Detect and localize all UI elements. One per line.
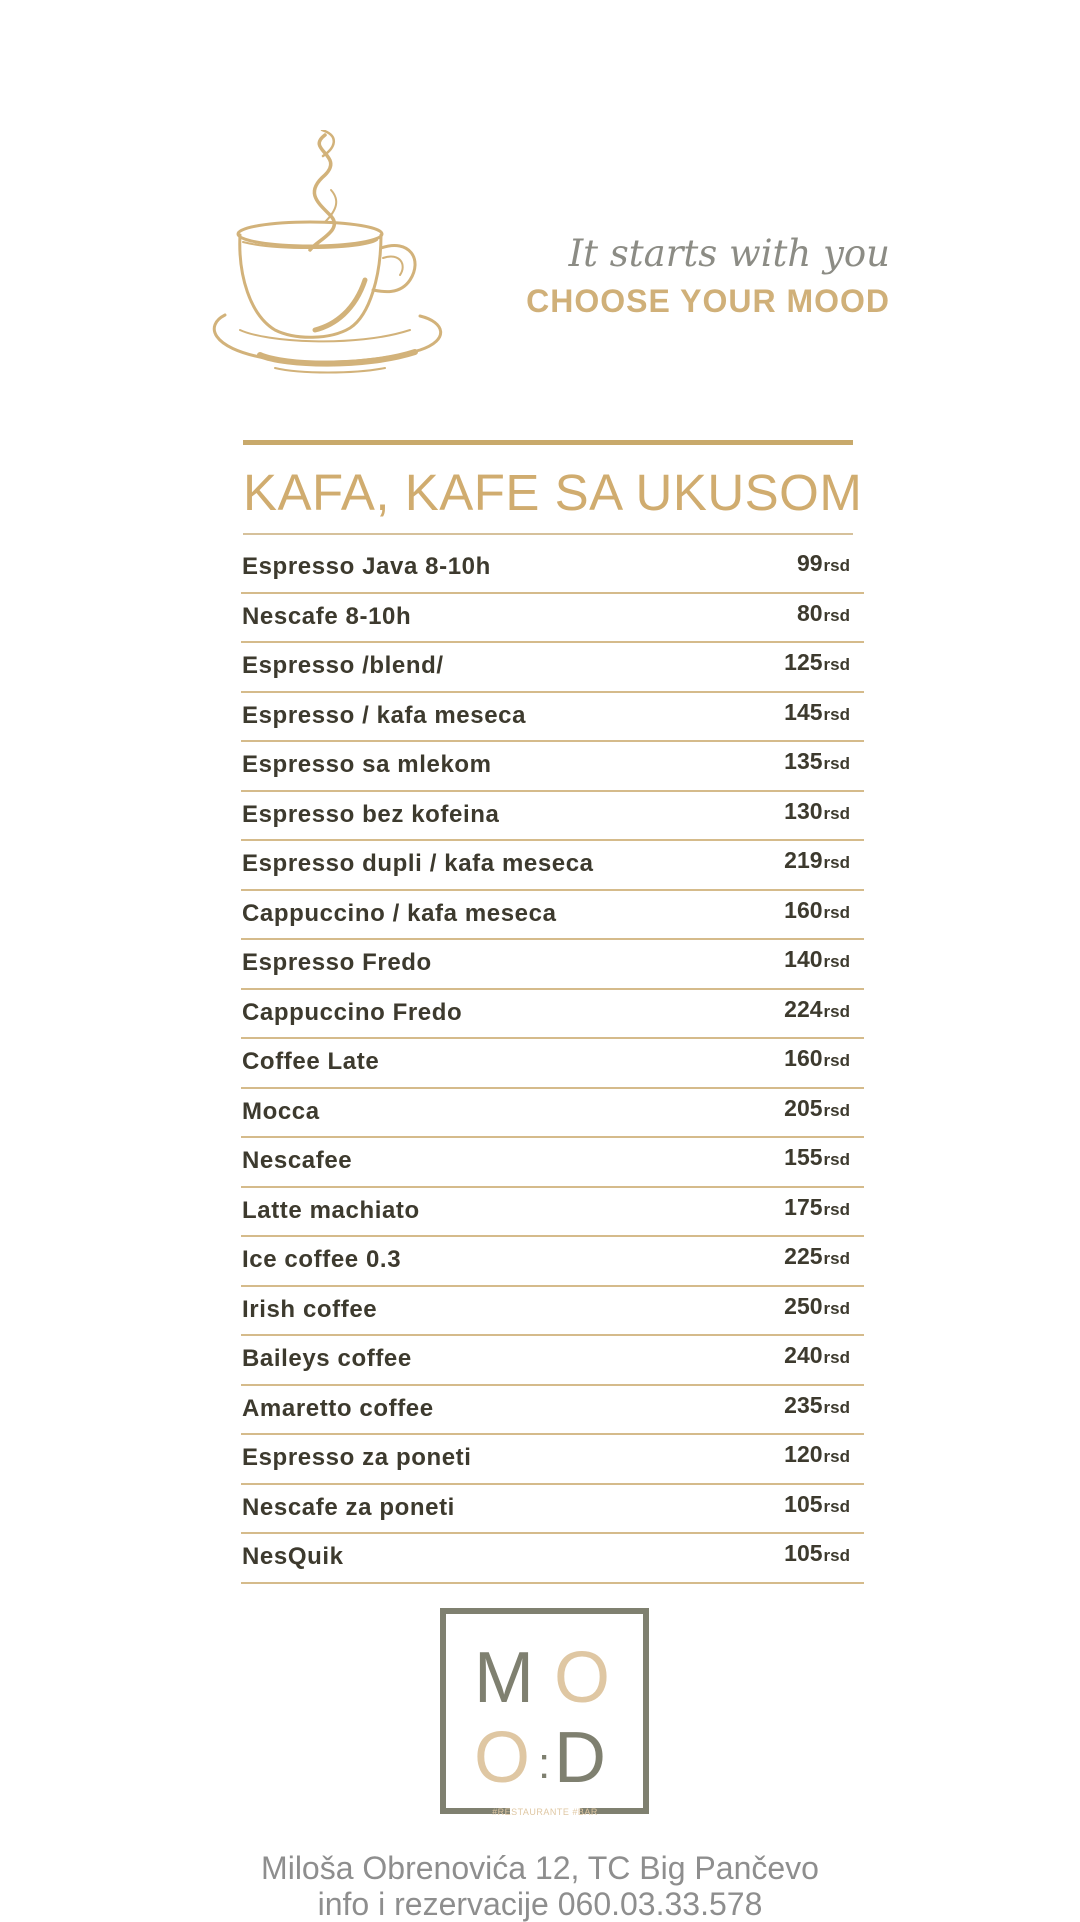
menu-item-name: Espresso bez kofeina bbox=[242, 800, 500, 828]
menu-item-name: Latte machiato bbox=[242, 1196, 420, 1224]
menu-item-price bbox=[784, 897, 850, 924]
menu-item-price bbox=[784, 1392, 850, 1419]
menu-item-row bbox=[241, 1138, 864, 1188]
menu-item-name: Espresso dupli / kafa meseca bbox=[242, 850, 594, 877]
menu-item-price bbox=[784, 1095, 850, 1122]
price-unit: rsd bbox=[823, 1447, 850, 1466]
price-unit: rsd bbox=[823, 952, 850, 971]
menu-item-price bbox=[797, 600, 850, 627]
price-value: 225 bbox=[784, 1243, 823, 1269]
price-value: 240 bbox=[784, 1342, 823, 1368]
price-value: 160 bbox=[784, 1045, 823, 1071]
menu-item-name: Amaretto coffee bbox=[242, 1394, 434, 1422]
menu-item-name: Coffee Late bbox=[242, 1048, 380, 1075]
price-value: 160 bbox=[784, 896, 823, 923]
section-title: KAFA, KAFE SA UKUSOM bbox=[243, 464, 863, 521]
menu-item-name: Espresso sa mlekom bbox=[242, 751, 492, 778]
menu-item-price bbox=[784, 699, 850, 726]
logo-letter-d: D bbox=[554, 1718, 606, 1798]
price-unit: rsd bbox=[823, 655, 850, 674]
price-unit: rsd bbox=[823, 1298, 850, 1318]
price-unit: rsd bbox=[823, 605, 850, 625]
menu-item-price bbox=[784, 1540, 850, 1567]
price-value: 250 bbox=[784, 1292, 823, 1319]
menu-item-name: Cappuccino / kafa meseca bbox=[242, 899, 557, 927]
menu-item-row bbox=[241, 742, 864, 792]
price-value: 175 bbox=[784, 1193, 823, 1220]
price-value: 155 bbox=[784, 1144, 823, 1170]
menu-item-price bbox=[784, 1293, 850, 1320]
menu-item-name: Baileys coffee bbox=[242, 1345, 412, 1372]
price-unit: rsd bbox=[823, 1397, 850, 1417]
mood-logo bbox=[440, 1608, 650, 1816]
logo-letter-o-bottom: O bbox=[474, 1718, 531, 1798]
menu-item-price bbox=[784, 996, 850, 1023]
price-unit: rsd bbox=[823, 1001, 850, 1021]
price-value: 205 bbox=[784, 1094, 823, 1121]
price-value: 140 bbox=[784, 946, 823, 972]
price-value: 135 bbox=[784, 748, 823, 774]
menu-item-name: Irish coffee bbox=[242, 1295, 378, 1323]
price-unit: rsd bbox=[823, 1199, 850, 1219]
menu-item-name: Espresso Java 8-10h bbox=[242, 553, 491, 580]
menu-item-row bbox=[241, 693, 864, 743]
price-value: 125 bbox=[784, 649, 823, 675]
menu-item-row bbox=[241, 841, 864, 891]
footer-address: Miloša Obrenovića 12, TC Big Pančevo bbox=[261, 1850, 819, 1886]
menu-item-price bbox=[784, 847, 850, 874]
menu-item-name: Espresso /blend/ bbox=[242, 652, 444, 679]
price-value: 80 bbox=[796, 599, 823, 626]
price-value: 219 bbox=[784, 847, 823, 873]
price-value: 120 bbox=[784, 1441, 823, 1467]
menu-item-name: Nescafe za poneti bbox=[242, 1493, 455, 1521]
section-title-underline bbox=[243, 533, 853, 535]
logo-subtitle: #RESTAURANTE #BAR bbox=[492, 1807, 598, 1816]
menu-item-row bbox=[241, 1237, 864, 1287]
price-unit: rsd bbox=[823, 1496, 850, 1516]
menu-item-price bbox=[784, 1144, 850, 1171]
menu-item-price bbox=[784, 649, 850, 676]
price-unit: rsd bbox=[823, 754, 850, 773]
price-unit: rsd bbox=[823, 803, 850, 823]
menu-item-price bbox=[784, 798, 850, 825]
price-value: 224 bbox=[784, 995, 823, 1022]
menu-item-price bbox=[784, 1045, 850, 1072]
logo-letter-o-top: O bbox=[554, 1638, 611, 1718]
menu-item-price bbox=[784, 1491, 850, 1518]
price-value: 105 bbox=[784, 1490, 823, 1517]
menu-item-row bbox=[241, 1386, 864, 1436]
menu-item-row bbox=[241, 1534, 864, 1584]
menu-item-row bbox=[241, 544, 864, 594]
price-unit: rsd bbox=[823, 1249, 850, 1268]
price-unit: rsd bbox=[823, 1150, 850, 1169]
price-unit: rsd bbox=[823, 556, 850, 575]
menu-item-row bbox=[241, 1188, 864, 1238]
menu-item-name: NesQuik bbox=[242, 1543, 344, 1570]
menu-item-name: Nescafee bbox=[242, 1147, 353, 1174]
menu-item-price bbox=[784, 1342, 850, 1369]
menu-item-name: Nescafe 8-10h bbox=[242, 602, 412, 630]
price-unit: rsd bbox=[823, 1100, 850, 1120]
price-value: 145 bbox=[784, 698, 823, 725]
price-unit: rsd bbox=[823, 853, 850, 872]
menu-item-row bbox=[241, 643, 864, 693]
section-top-divider bbox=[243, 440, 853, 445]
menu-item-price bbox=[784, 1243, 850, 1270]
menu-item-row bbox=[241, 594, 864, 644]
tagline-script: It starts with you bbox=[568, 232, 890, 275]
price-value: 130 bbox=[784, 797, 823, 824]
menu-item-price bbox=[784, 946, 850, 973]
menu-item-row bbox=[241, 1089, 864, 1139]
menu-item-price bbox=[784, 748, 850, 775]
menu-list bbox=[241, 544, 864, 1584]
menu-item-name: Espresso Fredo bbox=[242, 949, 432, 976]
menu-item-row bbox=[241, 1336, 864, 1386]
menu-item-row bbox=[241, 792, 864, 842]
price-unit: rsd bbox=[823, 704, 850, 724]
footer-contact: info i rezervacije 060.03.33.578 bbox=[317, 1886, 763, 1922]
coffee-cup-icon bbox=[205, 130, 450, 378]
price-unit: rsd bbox=[823, 1051, 850, 1070]
logo-letter-m: M bbox=[474, 1638, 534, 1718]
logo-colon: : bbox=[538, 1739, 551, 1788]
footer bbox=[0, 1850, 1080, 1922]
menu-item-row bbox=[241, 1485, 864, 1535]
menu-item-row bbox=[241, 990, 864, 1040]
menu-item-name: Mocca bbox=[242, 1097, 320, 1125]
menu-item-name: Espresso za poneti bbox=[242, 1444, 472, 1471]
price-value: 99 bbox=[796, 550, 823, 576]
menu-item-name: Espresso / kafa meseca bbox=[242, 701, 527, 729]
price-unit: rsd bbox=[823, 902, 850, 922]
price-unit: rsd bbox=[823, 1348, 850, 1367]
menu-item-price bbox=[797, 550, 850, 577]
tagline-choose-your-mood: CHOOSE YOUR MOOD bbox=[526, 283, 890, 319]
menu-item-row bbox=[241, 1287, 864, 1337]
menu-item-name: Cappuccino Fredo bbox=[242, 998, 463, 1026]
menu-item-row bbox=[241, 940, 864, 990]
price-value: 235 bbox=[784, 1391, 823, 1418]
price-value: 105 bbox=[784, 1540, 823, 1566]
menu-item-name: Ice coffee 0.3 bbox=[242, 1246, 402, 1273]
price-unit: rsd bbox=[823, 1546, 850, 1565]
menu-item-row bbox=[241, 1435, 864, 1485]
menu-item-price bbox=[784, 1194, 850, 1221]
menu-item-row bbox=[241, 891, 864, 941]
menu-item-price bbox=[784, 1441, 850, 1468]
menu-item-row bbox=[241, 1039, 864, 1089]
